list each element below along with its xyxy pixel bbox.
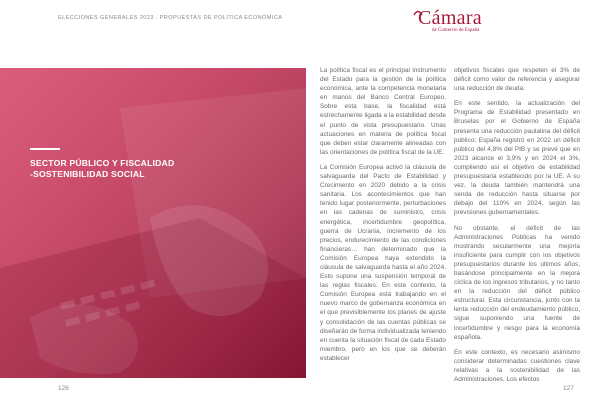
section-title-line-1: SECTOR PÚBLICO Y FISCALIDAD <box>30 157 175 168</box>
title-rule <box>30 148 60 150</box>
section-title <box>30 148 174 180</box>
paragraph: En este contexto, es necesario asimismo considerar determinadas cuestiones clave relativas a la sostenibilidad de las Administraciones. Los efectos <box>454 348 580 383</box>
section-cover-photo <box>0 68 306 378</box>
logo-wordmark: Cámara <box>418 7 482 29</box>
page-number-left: 126 <box>58 385 69 392</box>
text-column-left <box>320 66 446 369</box>
camara-logo <box>410 6 490 36</box>
paragraph: objetivos fiscales que respeten el 3% de déficit como valor de referencia y asegurar una reducción de deuda. <box>454 67 580 93</box>
page-number-right: 127 <box>563 385 574 392</box>
paragraph: No obstante, el déficit de las Administraciones Públicas ha venido mostrando secularmente una mejoría insuficiente para cumplir con los objetivos presupuestarios durante los últimos años, basándose principalmente en la mejora cíclica de los ingresos tributarios, y no tanto en la reducción del déficit público estructural. Esta circunstancia, junto con la lenta reducción del endeudamiento público, sigue suponiendo una fuente de incertidumbre y riesgo para la economía española. <box>454 224 580 341</box>
page-header <box>0 0 600 40</box>
logo-subtext: de Comercio de España <box>432 28 480 33</box>
paragraph: La política fiscal es el principal instrumento del Estado para la gestión de la política económica, ante la competencia monetaria en manos del Banco Central Europeo. Sobre esta base, la fiscalidad está estrechamente ligada a la estabilidad desde el punto de vista presupuestario. Unas actuaciones en materia de política fiscal que deben estar claramente alineadas con las orientaciones de política fiscal de la UE. <box>320 67 446 156</box>
text-column-right <box>454 66 580 390</box>
section-title-line-2: -SOSTENIBILIDAD SOCIAL <box>30 168 145 179</box>
paragraph: En este sentido, la actualización del Programa de Estabilidad presentado en Bruselas por el Gobierno de España presenta una reducción paulatina del déficit público: España registró en 2022 un déficit público del 4,8% del PIB y se prevé que en 2023 alcance el 3,9% y en 2024 el 3%, cumpliendo así el objetivo de estabilidad presupuestaria establecido por la UE. A su vez, la deuda también mantendrá una senda de reducción hasta situarse por debajo del 110% en 2024, según las previsiones gubernamentales. <box>454 100 580 217</box>
keyboard-hands-image <box>0 68 306 378</box>
paragraph: La Comisión Europea activó la cláusula de salvaguarda del Pacto de Estabilidad y Crecimiento en 2020 debido a la crisis sanitaria. Los acontecimientos que han tenido lugar posteriormente, perturbaciones en las cadenas de suministro, crisis energética, incertidumbre geopolítica, guerra de Ucrania, incremento de los precios, endurecimiento de las condiciones financieras… han determinado que la Comisión Europea haya extendido la cláusula de salvaguarda hasta el año 2024. Esto supone una suspensión temporal de las reglas fiscales. En este contexto, la Comisión Europea está trabajando en el nuevo marco de gobernanza económica en el que previsiblemente los planes de ajuste y consolidación de las cuentas públicas se diseñarán de forma individualizada teniendo en cuenta la situación fiscal de cada Estado miembro, pero en los que se deberán establecer <box>320 163 446 362</box>
running-head: ELECCIONES GENERALES 2023 . PROPUESTAS DE POLÍTICA ECONÓMICA <box>58 15 283 21</box>
